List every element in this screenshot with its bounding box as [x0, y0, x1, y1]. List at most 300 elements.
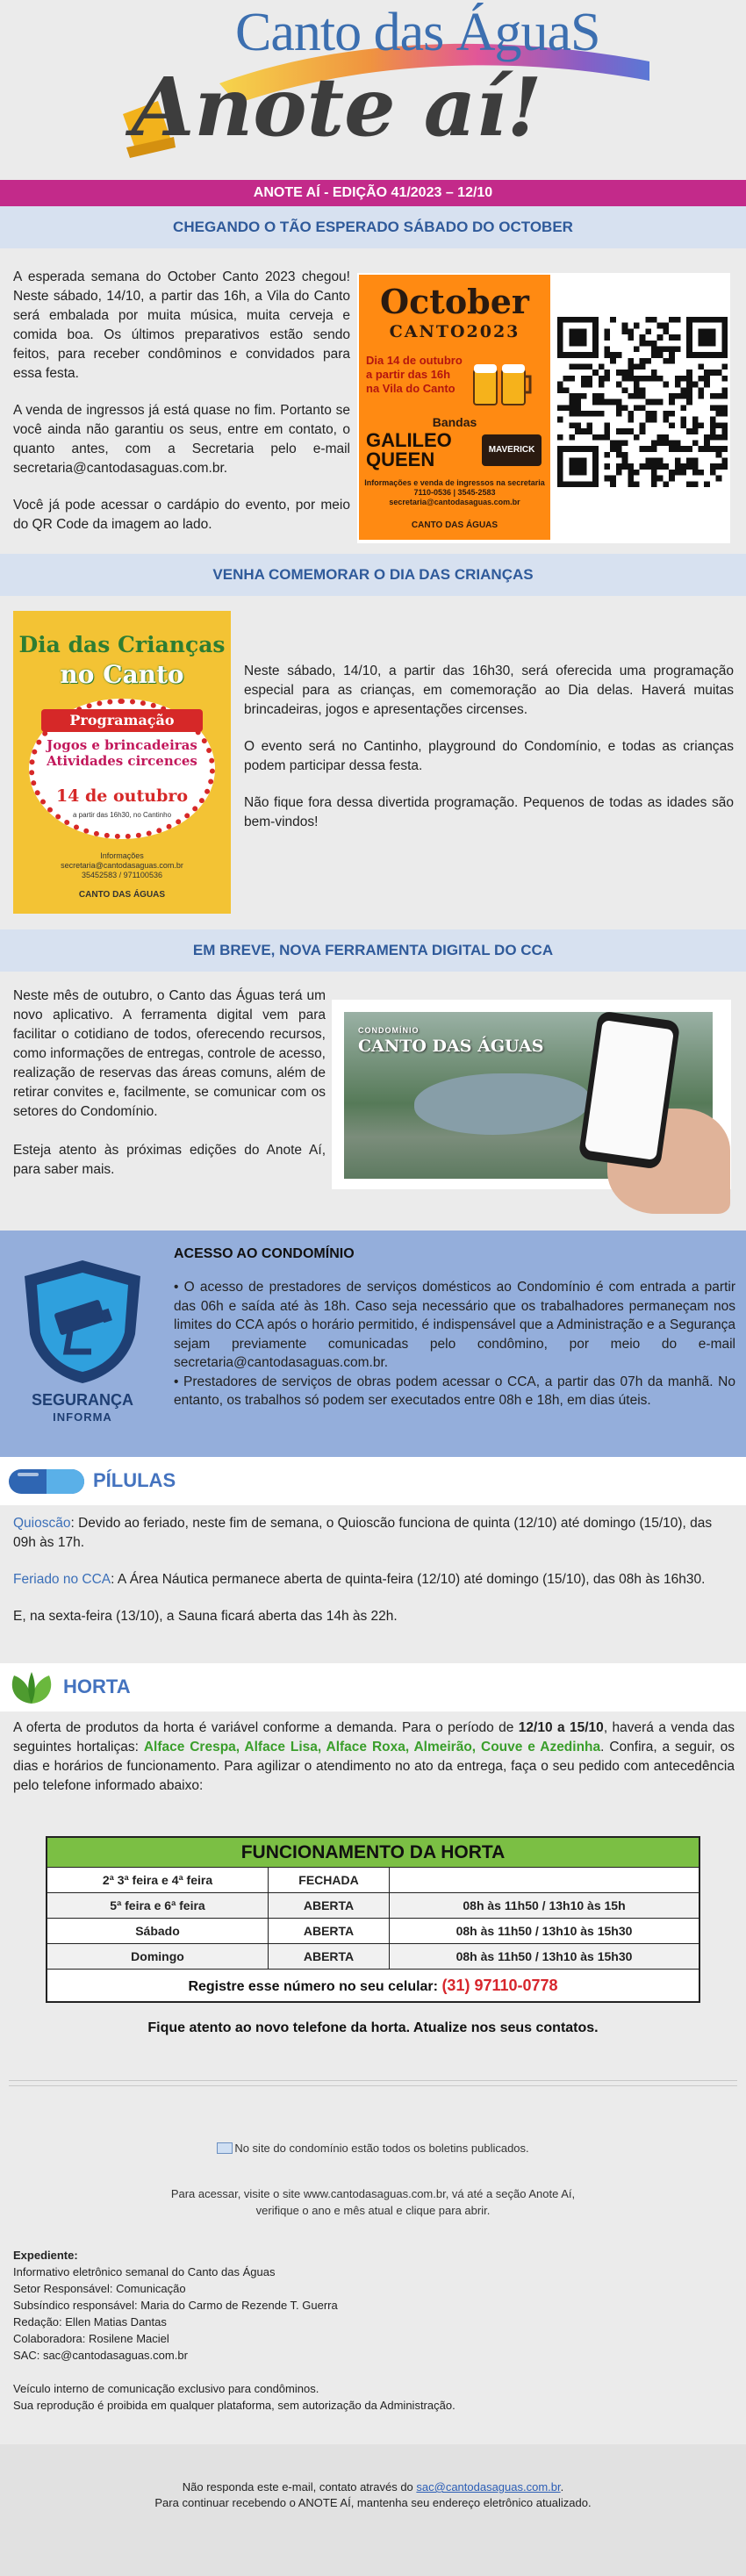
qr-module [575, 411, 581, 417]
security-logo-line2: INFORMA [53, 1410, 112, 1424]
kids-poster-time: a partir das 16h30, no Cantinho [72, 811, 172, 819]
horta-phone-label: Registre esse número no seu celular: [188, 1979, 438, 1994]
qr-module [686, 382, 692, 388]
qr-module [610, 481, 616, 487]
qr-module [592, 481, 599, 487]
qr-module [592, 452, 599, 458]
qr-module [581, 428, 587, 434]
qr-module [605, 370, 611, 376]
newsletter-logo [88, 0, 658, 180]
qr-module [675, 470, 681, 476]
qr-module [569, 458, 575, 464]
qr-module [663, 417, 669, 423]
qr-module [557, 328, 563, 334]
qr-module [634, 323, 640, 329]
qr-module [581, 458, 587, 464]
expediente-line: Informativo eletrônico semanal do Canto das Águas [13, 2265, 276, 2278]
kids-section [0, 596, 746, 929]
qr-module [557, 405, 563, 411]
qr-module [575, 422, 581, 428]
qr-module [721, 463, 728, 470]
qr-module [592, 352, 599, 358]
qr-module [716, 370, 722, 376]
kids-paragraph: Neste sábado, 14/10, a partir das 16h30, será oferecida uma programação especial para as crianças, em comemoração ao Dia delas. Haverá muitas brincadeiras, jogos e apresentações circenses. [244, 664, 734, 717]
qr-module [675, 346, 681, 352]
october-paragraph: A venda de ingressos já está quase no fim. Portanto se você ainda não garantiu os seus, entre em contato, o quanto antes, com a Secretaria pelo e-mail secretaria@cantodasaguas.com.br. [13, 403, 350, 476]
qr-module [628, 481, 634, 487]
qr-module [651, 341, 657, 347]
qr-module [716, 452, 722, 458]
qr-module [663, 411, 669, 417]
expediente-section [0, 2247, 746, 2444]
qr-module [622, 370, 628, 376]
qr-module [581, 334, 587, 341]
qr-module [686, 334, 692, 341]
footer-text [0, 2479, 746, 2511]
qr-module [575, 364, 581, 370]
qr-module [634, 387, 640, 393]
qr-module [628, 364, 634, 370]
qr-module [634, 393, 640, 399]
qr-module [669, 352, 675, 358]
qr-module [610, 358, 616, 364]
qr-module [657, 376, 664, 382]
kids-poster-date: 14 de outubro [55, 786, 189, 806]
october-text [13, 268, 350, 552]
qr-module [605, 334, 611, 341]
qr-module [640, 405, 646, 411]
poster-subtitle: CANTO2023 [389, 322, 520, 341]
october-poster [359, 275, 550, 540]
pilulas-item [13, 1570, 735, 1589]
qr-module [581, 382, 587, 388]
qr-module [692, 440, 699, 446]
qr-module [704, 434, 710, 441]
horta-vegetables: Alface Crespa, Alface Lisa, Alface Roxa, Almeirão, Couve e Azedinha [143, 1740, 601, 1754]
qr-module [575, 393, 581, 399]
qr-module [599, 411, 605, 417]
qr-module [721, 387, 728, 393]
qr-module [569, 399, 575, 405]
qr-module [557, 452, 563, 458]
qr-module [710, 422, 716, 428]
qr-module [586, 422, 592, 428]
qr-module [710, 352, 716, 358]
qr-module [710, 334, 716, 341]
kids-poster-info [13, 851, 231, 880]
site-info-text: Para acessar, visite o site www.cantodasaguas.com.br, vá até a seção Anote Aí, [170, 2187, 576, 2200]
security-logo-line1: SEGURANÇA [31, 1391, 133, 1409]
qr-module [581, 463, 587, 470]
logo-title-top: Canto das ÁguaS [235, 3, 600, 62]
security-text [174, 1245, 735, 1410]
kids-poster [13, 611, 231, 914]
qr-module [628, 463, 634, 470]
qr-module [586, 352, 592, 358]
smartphone-screen [585, 1020, 674, 1160]
qr-module [616, 470, 622, 476]
qr-module [628, 476, 634, 482]
qr-module [651, 458, 657, 464]
beer-mugs-icon [469, 355, 534, 413]
qr-module [616, 446, 622, 452]
qr-module [586, 317, 592, 323]
qr-module [592, 334, 599, 341]
pilulas-item: E, na sexta-feira (13/10), a Sauna ficará aberta das 14h às 22h. [13, 1609, 398, 1624]
qr-module [710, 428, 716, 434]
qr-module [716, 411, 722, 417]
security-paragraph: • Prestadores de serviços de obras podem acessar o CCA, a partir das 07h da manhã. No entanto, os trabalhos só podem ser executados entre 08h e 18h, em dias úteis. [174, 1374, 735, 1408]
qr-module [663, 382, 669, 388]
qr-module [680, 387, 686, 393]
expediente-line: SAC: sac@cantodasaguas.com.br [13, 2349, 188, 2362]
kids-paragraph: Não fique fora dessa divertida programação. Pequenos de todas as idades são bem-vindos! [244, 795, 734, 829]
qr-module [616, 440, 622, 446]
qr-module [622, 452, 628, 458]
kids-poster-condo: CANTO DAS ÁGUAS [78, 890, 166, 900]
horta-schedule-table [46, 1836, 700, 2003]
qr-module [721, 422, 728, 428]
qr-module [686, 370, 692, 376]
qr-module [628, 393, 634, 399]
qr-module [704, 481, 710, 487]
qr-module [616, 463, 622, 470]
qr-module [563, 481, 570, 487]
divider [9, 2080, 737, 2081]
horta-intro [13, 1719, 735, 1796]
qr-module [686, 463, 692, 470]
table-cell-hours: 08h às 11h50 / 13h10 às 15h30 [455, 1924, 633, 1938]
qr-module [663, 358, 669, 364]
qr-module [721, 346, 728, 352]
qr-module [563, 352, 570, 358]
qr-module [716, 422, 722, 428]
qr-module [581, 446, 587, 452]
kids-poster-title: Dia das Crianças [18, 632, 226, 657]
aerial-photo-logo-small: CONDOMÍNIO [358, 1026, 420, 1035]
security-heading: ACESSO AO CONDOMÍNIO [174, 1246, 355, 1261]
qr-module [586, 481, 592, 487]
qr-module [557, 463, 563, 470]
qr-module [605, 434, 611, 441]
qr-module [592, 411, 599, 417]
site-info-text: No site do condomínio estão todos os boletins publicados. [234, 2142, 529, 2155]
qr-module [557, 317, 563, 323]
horta-phone-number[interactable]: (31) 97110-0778 [441, 1977, 558, 1994]
qr-module [657, 440, 664, 446]
qr-module [581, 470, 587, 476]
horta-section [0, 1711, 746, 2115]
qr-module [675, 440, 681, 446]
qr-module [699, 317, 705, 323]
qr-module [680, 376, 686, 382]
qr-module [669, 446, 675, 452]
qr-module [651, 476, 657, 482]
qr-module [716, 393, 722, 399]
qr-module [569, 341, 575, 347]
qr-module [640, 334, 646, 341]
qr-module [581, 376, 587, 382]
qr-module [663, 434, 669, 441]
qr-module [581, 352, 587, 358]
qr-module [669, 334, 675, 341]
qr-module [622, 328, 628, 334]
horta-text [13, 1719, 735, 1796]
qr-module [569, 364, 575, 370]
qr-module [581, 364, 587, 370]
app-paragraph: Neste mês de outubro, o Canto das Águas terá um novo aplicativo. A ferramenta digital vem para facilitar o cotidiano de todos, oferecendo recursos, como informações de entregas, controle de acesso, realização de reservas das áreas comuns, além de retirar convites e, facilmente, se comunicar com os setores do Condomínio. [13, 988, 326, 1119]
qr-module [669, 440, 675, 446]
qr-module [610, 399, 616, 405]
qr-module [699, 422, 705, 428]
app-image-panel [332, 1000, 731, 1189]
qr-module [605, 452, 611, 458]
expediente-line: Redação: Ellen Matias Dantas [13, 2315, 167, 2328]
section-title-kids: VENHA COMEMORAR O DIA DAS CRIANÇAS [0, 554, 746, 596]
qr-module [710, 341, 716, 347]
qr-module [569, 481, 575, 487]
qr-module [575, 352, 581, 358]
qr-module [704, 317, 710, 323]
table-cell-day: 5ª feira e 6ª feira [47, 1893, 269, 1918]
qr-module [605, 476, 611, 482]
qr-module [669, 393, 675, 399]
horta-table-title: FUNCIONAMENTO DA HORTA [47, 1838, 699, 1868]
qr-module [657, 434, 664, 441]
qr-module [592, 323, 599, 329]
qr-module [569, 317, 575, 323]
qr-module [640, 364, 646, 370]
qr-module [610, 440, 616, 446]
qr-module [592, 458, 599, 464]
app-text [13, 987, 326, 1199]
qr-module [581, 328, 587, 334]
qr-module [557, 470, 563, 476]
qr-module [575, 334, 581, 341]
pilulas-item-text: : Devido ao feriado, neste fim de semana, o Quioscão funciona de quinta (12/10) até domingo (15/10), das 09h às 17h. [13, 1516, 713, 1550]
poster-condo: CANTO DAS ÁGUAS [411, 520, 499, 530]
qr-module [586, 376, 592, 382]
qr-module [686, 446, 692, 452]
site-info [0, 2115, 746, 2247]
qr-module [616, 370, 622, 376]
qr-module [557, 341, 563, 347]
qr-module [692, 428, 699, 434]
qr-module [581, 411, 587, 417]
footer-line: Para continuar recebendo o ANOTE AÍ, mantenha seu endereço eletrônico atualizado. [154, 2496, 592, 2509]
qr-module [680, 393, 686, 399]
qr-module [645, 463, 651, 470]
table-cell-status: ABERTA [269, 1893, 390, 1918]
qr-module [634, 470, 640, 476]
qr-module [686, 352, 692, 358]
qr-module [592, 446, 599, 452]
qr-module [716, 352, 722, 358]
qr-module [575, 341, 581, 347]
kids-poster-activities [13, 737, 231, 769]
qr-module [721, 376, 728, 382]
kids-poster-info-line: 35452583 / 971100536 [82, 871, 162, 879]
qr-module [628, 328, 634, 334]
qr-module [651, 470, 657, 476]
leaf-icon [5, 1670, 58, 1705]
horta-title: HORTA [63, 1675, 131, 1697]
qr-module [634, 405, 640, 411]
horta-phone-row [47, 1970, 699, 2001]
expediente-notice: Sua reprodução é proibida em qualquer plataforma, sem autorização da Administração. [13, 2399, 455, 2412]
poster-band-maverick: MAVERICK [482, 434, 542, 466]
qr-module [704, 334, 710, 341]
kids-poster-info-line: Informações [100, 851, 144, 860]
qr-module [651, 463, 657, 470]
table-cell-hours: 08h às 11h50 / 13h10 às 15h30 [455, 1949, 633, 1963]
qr-module [592, 399, 599, 405]
qr-module [557, 382, 563, 388]
qr-module [640, 393, 646, 399]
envelope-icon [217, 2142, 233, 2154]
qr-module [657, 458, 664, 464]
qr-module [710, 370, 716, 376]
qr-module [663, 346, 669, 352]
footer [0, 2444, 746, 2576]
section-title-october: CHEGANDO O TÃO ESPERADO SÁBADO DO OCTOBER [0, 206, 746, 248]
qr-module [710, 405, 716, 411]
qr-module [592, 393, 599, 399]
qr-module [704, 370, 710, 376]
qr-module [651, 346, 657, 352]
qr-module [699, 470, 705, 476]
qr-module [599, 382, 605, 388]
qr-module [605, 422, 611, 428]
qr-module [710, 434, 716, 441]
qr-module [721, 328, 728, 334]
table-cell-hours [390, 1868, 699, 1892]
kids-poster-info-line: secretaria@cantodasaguas.com.br [61, 861, 183, 870]
qr-module [575, 481, 581, 487]
qr-module [675, 334, 681, 341]
qr-module [586, 382, 592, 388]
qr-module [704, 352, 710, 358]
logo-title-bottom: Anote aí! [132, 60, 542, 154]
qr-module [657, 352, 664, 358]
qr-module [592, 346, 599, 352]
qr-module [686, 328, 692, 334]
qr-module [557, 481, 563, 487]
qr-module [622, 405, 628, 411]
qr-module [704, 382, 710, 388]
qr-module [605, 328, 611, 334]
qr-module [680, 470, 686, 476]
qr-module [575, 458, 581, 464]
qr-module [581, 481, 587, 487]
qr-module [699, 364, 705, 370]
qr-module [651, 446, 657, 452]
qr-module [675, 446, 681, 452]
qr-module [640, 376, 646, 382]
qr-module [716, 463, 722, 470]
qr-module [704, 440, 710, 446]
horta-intro-part: , haverá a venda das seguintes hortaliças: [13, 1720, 735, 1754]
qr-module [692, 463, 699, 470]
qr-module [622, 463, 628, 470]
qr-module [692, 481, 699, 487]
kids-poster-ribbon: Programação [41, 709, 203, 732]
security-section [0, 1231, 746, 1457]
qr-module [640, 422, 646, 428]
qr-module [634, 346, 640, 352]
expediente-notice: Veículo interno de comunicação exclusivo para condôminos. [13, 2382, 319, 2395]
qr-module [680, 417, 686, 423]
qr-module [657, 323, 664, 329]
qr-module [651, 370, 657, 376]
qr-module [686, 341, 692, 347]
qr-module [569, 405, 575, 411]
qr-module [675, 382, 681, 388]
expediente-line: Setor Responsável: Comunicação [13, 2282, 186, 2295]
qr-module [628, 411, 634, 417]
qr-module [557, 352, 563, 358]
qr-module [692, 382, 699, 388]
pill-capsule-icon [7, 1466, 86, 1497]
qr-module [569, 470, 575, 476]
qr-module [686, 481, 692, 487]
expediente-heading: Expediente: [13, 2249, 78, 2262]
qr-module [686, 428, 692, 434]
qr-module [686, 346, 692, 352]
sac-email-link[interactable]: sac@cantodasaguas.com.br [416, 2480, 561, 2493]
poster-bands-label: Bandas [432, 415, 477, 429]
qr-module [592, 470, 599, 476]
qr-module [699, 446, 705, 452]
kids-poster-subtitle: no Canto [60, 660, 184, 689]
divider [9, 2085, 737, 2086]
qr-module [692, 352, 699, 358]
qr-module [716, 317, 722, 323]
qr-module [605, 463, 611, 470]
aerial-photo [344, 1012, 713, 1179]
kids-poster-activity: Jogos e brincadeiras [47, 737, 197, 753]
qr-module [657, 346, 664, 352]
qr-module [692, 317, 699, 323]
qr-module [692, 458, 699, 464]
qr-module [657, 334, 664, 341]
qr-module [669, 358, 675, 364]
qr-module [599, 434, 605, 441]
pilulas-header [0, 1457, 746, 1505]
qr-module [581, 393, 587, 399]
qr-module [575, 428, 581, 434]
qr-module [634, 481, 640, 487]
table-cell-hours: 08h às 11h50 / 13h10 às 15h [463, 1898, 626, 1912]
qr-module [686, 393, 692, 399]
qr-module [557, 434, 563, 441]
qr-module [622, 323, 628, 329]
qr-module [699, 387, 705, 393]
qr-module [586, 364, 592, 370]
poster-info: Informações e venda de ingressos na secretaria 7110-0536 | 3545-2583 secretaria@cantodasaguas.com.br [364, 478, 545, 506]
qr-module [569, 463, 575, 470]
qr-module [721, 352, 728, 358]
qr-module [669, 422, 675, 428]
qr-module [581, 317, 587, 323]
qr-module [586, 411, 592, 417]
qr-module [557, 446, 563, 452]
qr-module [575, 405, 581, 411]
app-paragraph: Esteja atento às próximas edições do Anote Aí, para saber mais. [13, 1143, 326, 1177]
qr-module [721, 428, 728, 434]
qr-module [569, 334, 575, 341]
qr-module [628, 470, 634, 476]
